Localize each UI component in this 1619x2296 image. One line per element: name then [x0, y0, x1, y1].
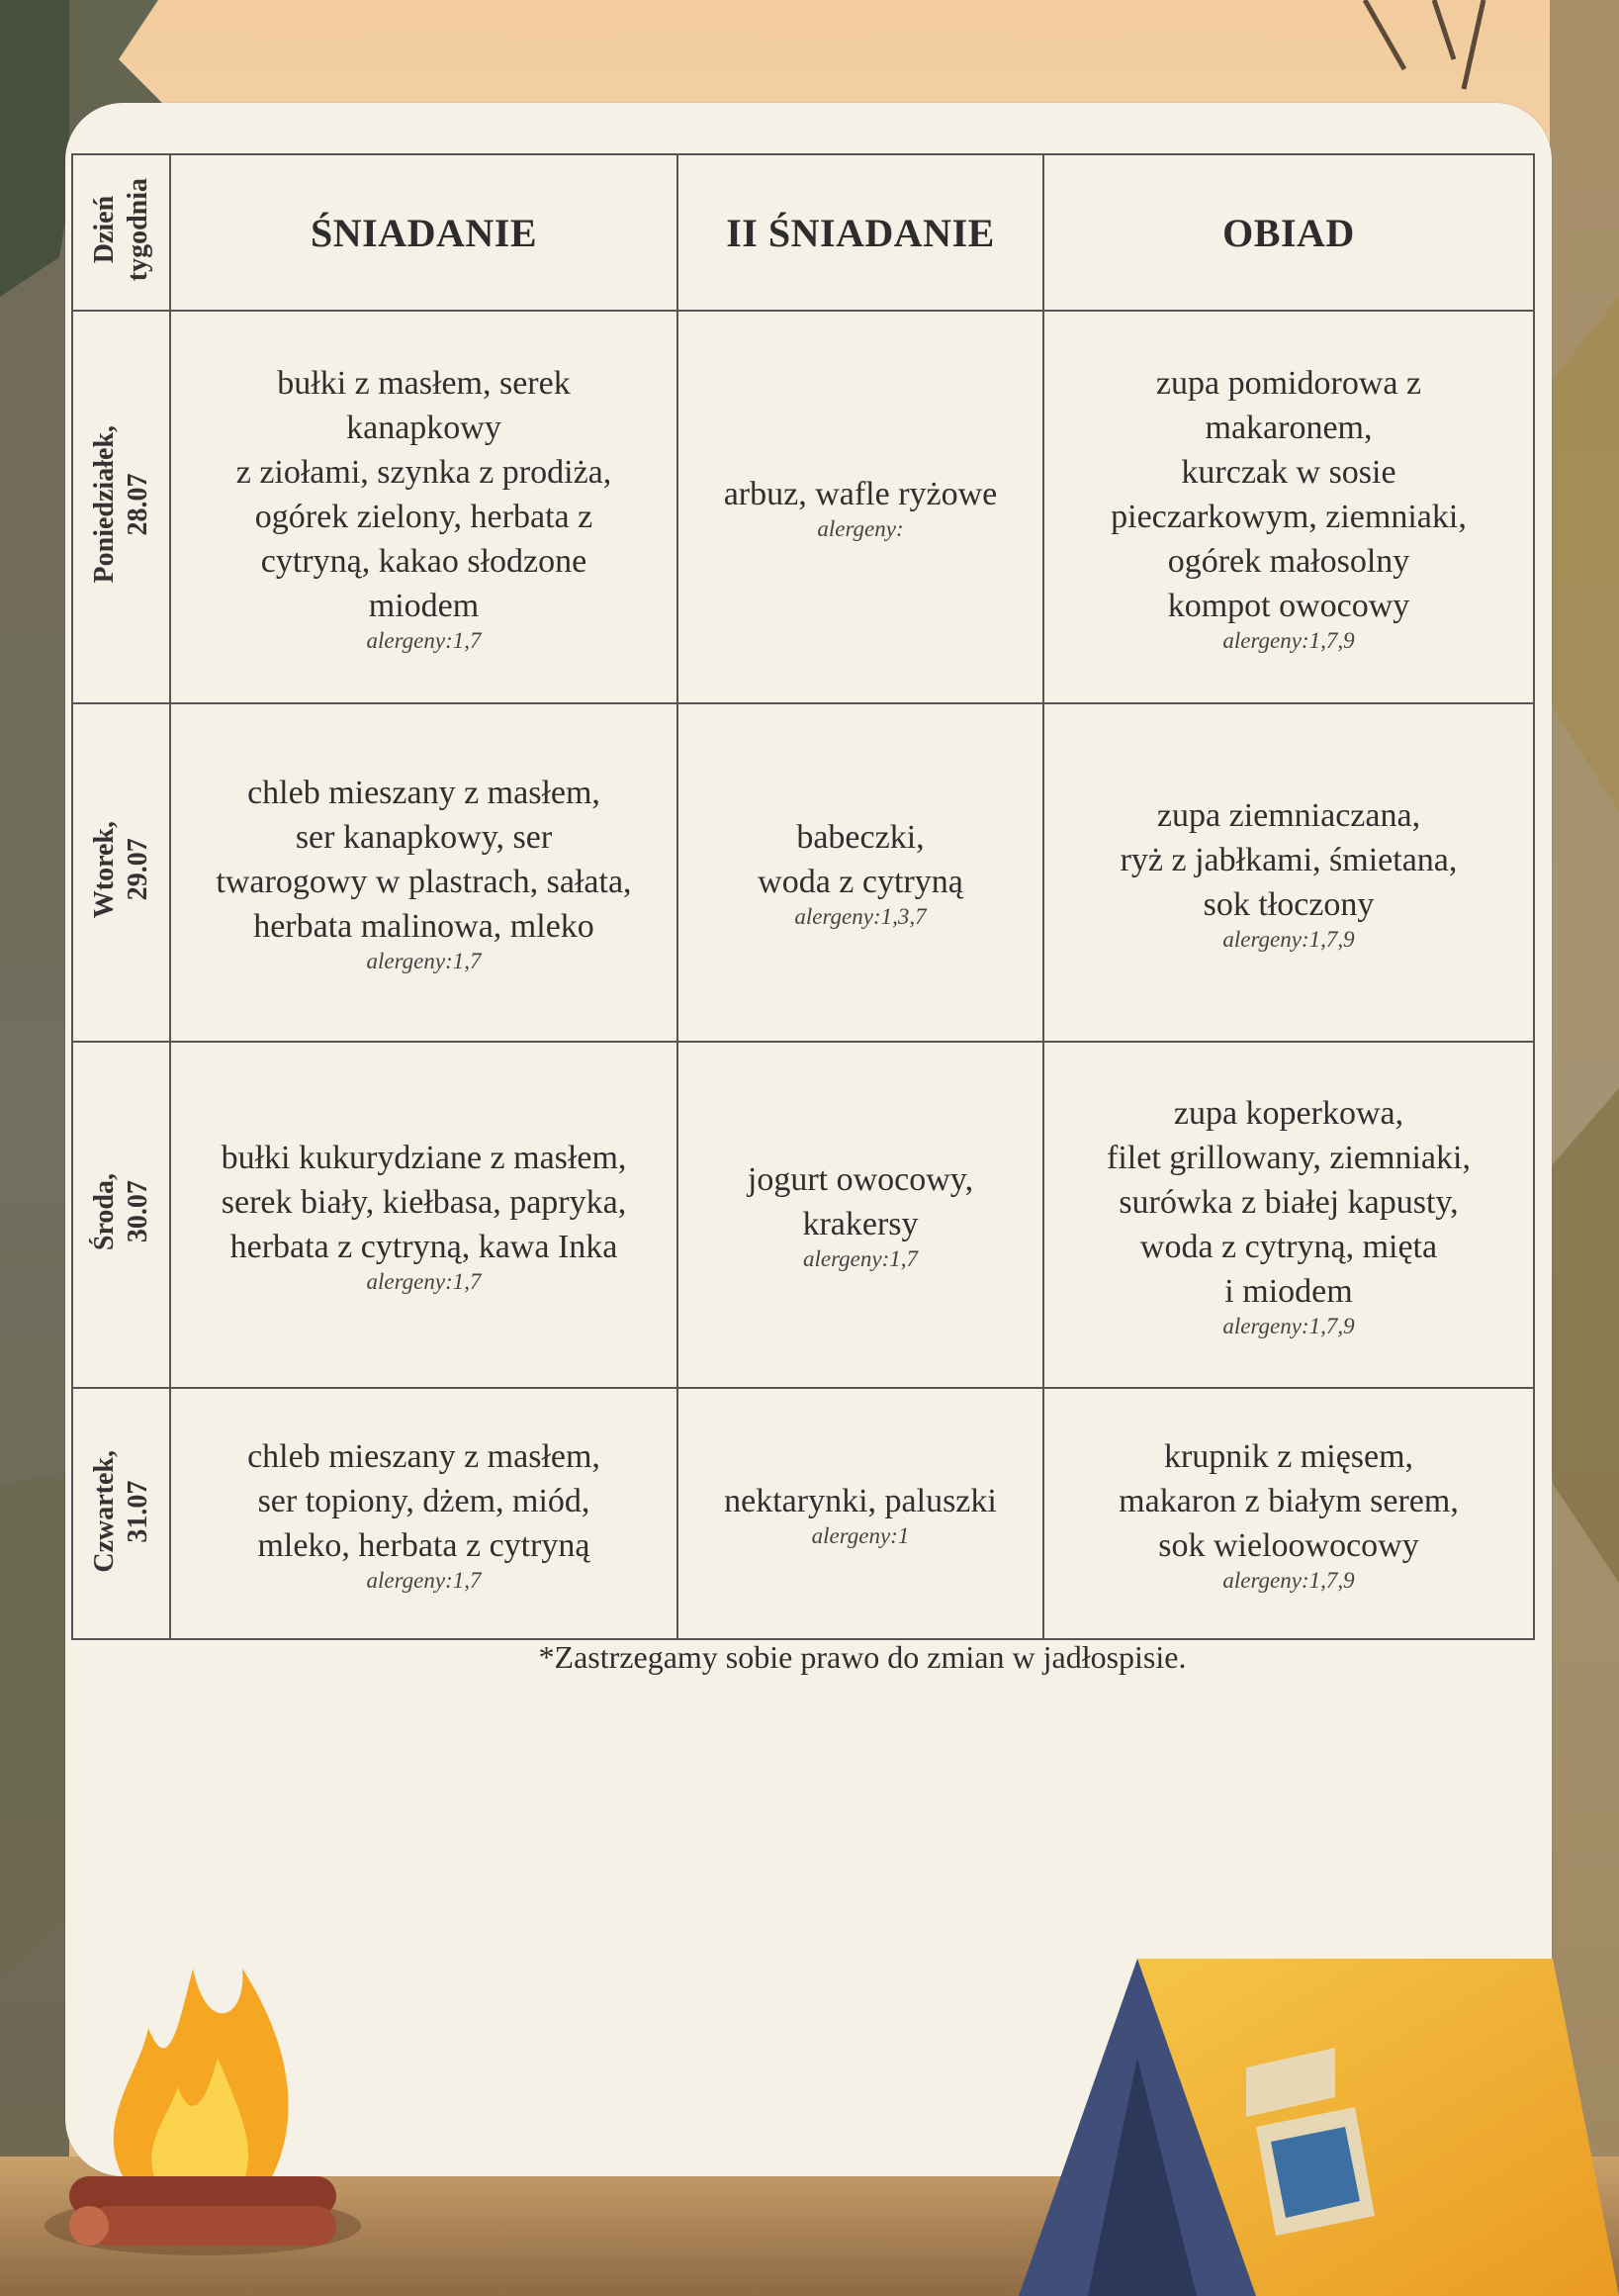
breakfast-header: ŚNIADANIE: [170, 154, 677, 311]
breakfast-line: bułki z masłem, serek: [277, 364, 571, 402]
lunch-cell: [1043, 311, 1534, 703]
day-header-label: [88, 178, 155, 281]
lunch-line: makaronem,: [1205, 409, 1373, 446]
lunch-line: sok tłoczony: [1203, 885, 1375, 923]
breakfast-line: herbata malinowa, mleko: [253, 908, 594, 945]
day-cell: [72, 1388, 170, 1639]
allergens-note: alergeny:1,7: [366, 1268, 482, 1294]
day-header-line: tygodnia: [122, 178, 153, 282]
lunch-cell: [1043, 703, 1534, 1042]
lunch-cell: [1043, 1042, 1534, 1388]
second-breakfast-header: II ŚNIADANIE: [677, 154, 1043, 311]
campfire-icon: [30, 1909, 376, 2265]
breakfast-line: mleko, herbata z cytryną: [257, 1526, 590, 1564]
allergens-note: alergeny:1,3,7: [794, 904, 927, 929]
second-breakfast-content: [678, 472, 1042, 542]
lunch-line: sok wieloowocowy: [1158, 1526, 1419, 1564]
table-header-row: [72, 154, 1534, 311]
second-breakfast-line: babeczki,: [796, 819, 925, 856]
breakfast-cell: [170, 1388, 677, 1639]
second-breakfast-line: nektarynki, paluszki: [724, 1482, 997, 1519]
breakfast-line: ser topiony, dżem, miód,: [257, 1482, 590, 1519]
lunch-line: i miodem: [1224, 1272, 1353, 1310]
lunch-line: filet grillowany, ziemniaki,: [1107, 1139, 1471, 1176]
day-label: [88, 821, 155, 918]
day-label: [88, 1450, 155, 1573]
day-label-line: 29.07: [122, 839, 153, 901]
breakfast-line: herbata z cytryną, kawa Inka: [229, 1228, 618, 1265]
breakfast-content: [171, 771, 676, 974]
breakfast-line: z ziołami, szynka z prodiża,: [235, 453, 612, 491]
allergens-note: alergeny:1,7: [366, 1567, 482, 1593]
lunch-line: zupa ziemniaczana,: [1156, 796, 1421, 834]
day-cell: [72, 1042, 170, 1388]
allergens-note: alergeny:: [817, 516, 904, 541]
breakfast-line: ogórek zielony, herbata z: [254, 498, 593, 535]
breakfast-line: miodem: [368, 587, 480, 624]
day-label-line: Poniedziałek,: [88, 425, 120, 584]
second-breakfast-cell: [677, 1042, 1043, 1388]
second-breakfast-line: krakersy: [802, 1206, 919, 1242]
breakfast-cell: [170, 1042, 677, 1388]
day-cell: [72, 311, 170, 703]
breakfast-line: serek biały, kiełbasa, papryka,: [221, 1183, 627, 1221]
allergens-note: alergeny:1,7,9: [1222, 1567, 1355, 1593]
tent-icon: [959, 1939, 1619, 2296]
second-breakfast-content: [678, 1157, 1042, 1272]
second-breakfast-line: woda z cytryną: [758, 864, 963, 900]
second-breakfast-content: [678, 1479, 1042, 1549]
lunch-header: OBIAD: [1043, 154, 1534, 311]
allergens-note: alergeny:1: [811, 1522, 910, 1548]
second-breakfast-line: arbuz, wafle ryżowe: [723, 476, 998, 512]
breakfast-line: twarogowy w plastrach, sałata,: [216, 864, 632, 900]
lunch-line: krupnik z mięsem,: [1163, 1437, 1414, 1475]
day-header-line: Dzień: [88, 196, 120, 264]
lunch-line: makaron z białym serem,: [1119, 1482, 1459, 1519]
lunch-cell: [1043, 1388, 1534, 1639]
day-label-line: 28.07: [122, 473, 153, 536]
day-label-line: 30.07: [122, 1181, 153, 1243]
allergens-note: alergeny:1,7: [802, 1246, 919, 1271]
day-label-line: Wtorek,: [88, 821, 120, 919]
lunch-content: [1044, 1091, 1533, 1339]
table-row: [72, 1042, 1534, 1388]
second-breakfast-cell: [677, 703, 1043, 1042]
breakfast-line: chleb mieszany z masłem,: [247, 775, 600, 811]
allergens-note: alergeny:1,7: [366, 627, 482, 653]
table-row: [72, 311, 1534, 703]
breakfast-content: [171, 1136, 676, 1295]
lunch-content: [1044, 361, 1533, 654]
allergens-note: alergeny:1,7,9: [1222, 1313, 1355, 1338]
breakfast-cell: [170, 703, 677, 1042]
day-label-line: 31.07: [122, 1480, 153, 1542]
lunch-line: kompot owocowy: [1167, 587, 1410, 624]
second-breakfast-cell: [677, 311, 1043, 703]
lunch-line: zupa koperkowa,: [1173, 1094, 1404, 1132]
breakfast-content: [171, 1434, 676, 1594]
lunch-line: ryż z jabłkami, śmietana,: [1120, 841, 1458, 878]
allergens-note: alergeny:1,7,9: [1222, 926, 1355, 952]
lunch-line: kurczak w sosie: [1181, 453, 1396, 491]
breakfast-content: [171, 361, 676, 654]
second-breakfast-cell: [677, 1388, 1043, 1639]
weekly-menu-table: [71, 153, 1535, 1640]
table-row: [72, 1388, 1534, 1639]
lunch-line: zupa pomidorowa z: [1155, 364, 1422, 402]
lunch-line: woda z cytryną, mięta: [1139, 1228, 1438, 1265]
breakfast-line: kanapkowy: [346, 409, 501, 446]
day-label: [88, 1173, 155, 1250]
lunch-line: surówka z białej kapusty,: [1119, 1183, 1459, 1221]
allergens-note: alergeny:1,7,9: [1222, 627, 1355, 653]
table-row: [72, 703, 1534, 1042]
second-breakfast-line: jogurt owocowy,: [747, 1161, 974, 1198]
lunch-line: ogórek małosolny: [1167, 542, 1410, 580]
day-label: [88, 425, 155, 583]
breakfast-line: ser kanapkowy, ser: [295, 819, 553, 856]
lunch-line: pieczarkowym, ziemniaki,: [1111, 498, 1467, 535]
breakfast-line: bułki kukurydziane z masłem,: [221, 1139, 627, 1176]
footnote: *Zastrzegamy sobie prawo do zmian w jadłospisie.: [538, 1639, 1187, 1675]
day-cell: [72, 703, 170, 1042]
second-breakfast-content: [678, 815, 1042, 930]
lunch-content: [1044, 793, 1533, 953]
breakfast-line: cytryną, kakao słodzone: [260, 542, 587, 580]
day-header-cell: [72, 154, 170, 311]
lunch-content: [1044, 1434, 1533, 1594]
allergens-note: alergeny:1,7: [366, 949, 482, 973]
breakfast-line: chleb mieszany z masłem,: [247, 1437, 600, 1475]
day-label-line: Czwartek,: [88, 1449, 120, 1573]
breakfast-cell: [170, 311, 677, 703]
day-label-line: Środa,: [88, 1173, 120, 1251]
